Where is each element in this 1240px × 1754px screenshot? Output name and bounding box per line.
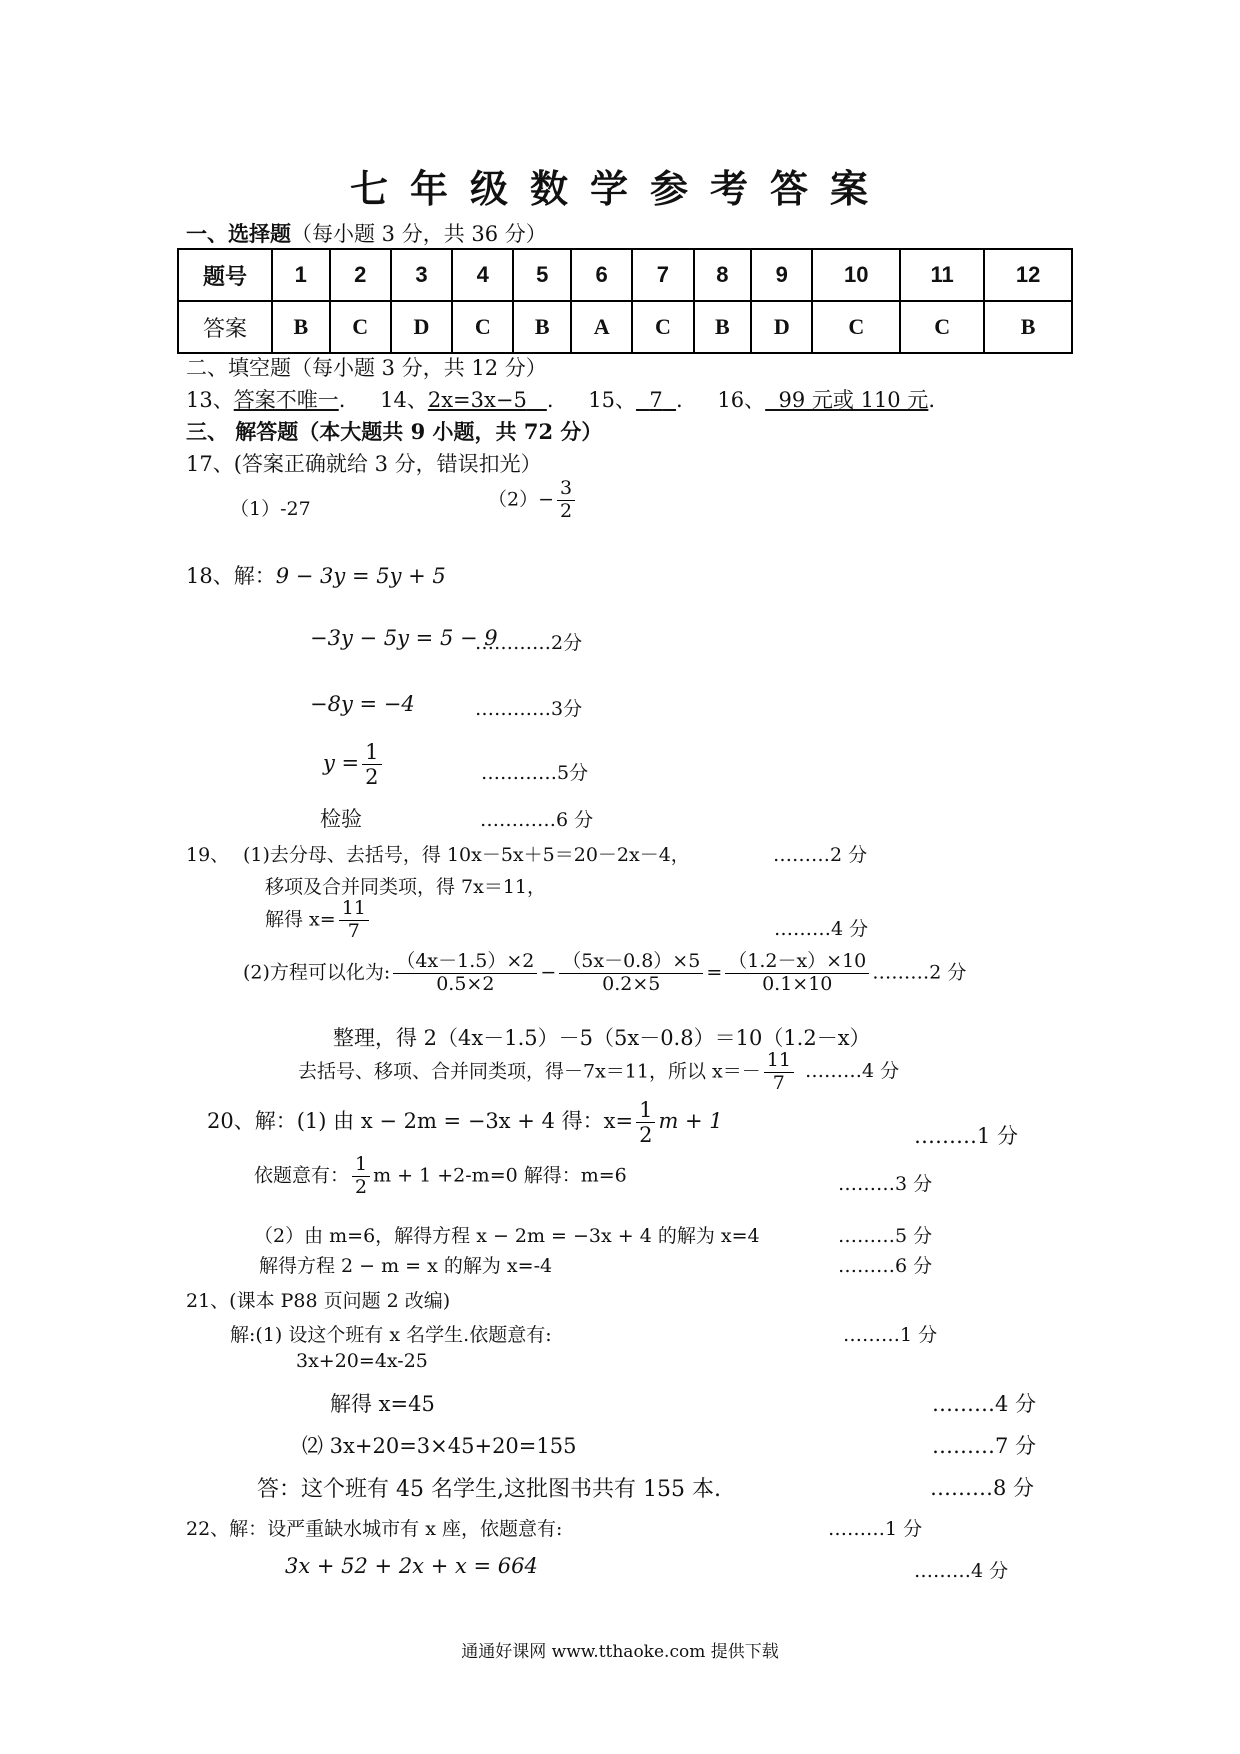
q17-part1 xyxy=(230,494,311,521)
answer-cell: A xyxy=(571,301,632,353)
answer-cell: D xyxy=(391,301,452,353)
q22-points-2: ………4 分 xyxy=(914,1560,1009,1582)
fraction-numerator: 11 xyxy=(339,898,369,921)
q21-points-1: ………1 分 xyxy=(843,1324,938,1346)
q18-equation-3: y = xyxy=(323,751,360,776)
q21-points-3: ………4 分 xyxy=(932,1392,1037,1416)
section-1-heading: 一、选择题 xyxy=(186,221,291,246)
q20-line-1-text: 20、解：(1) 由 x − 2m = −3x + 4 得：x= xyxy=(207,1109,634,1134)
q19-line-3 xyxy=(265,898,372,943)
q20-line-2 xyxy=(254,1154,627,1199)
q15-number: 15、 xyxy=(588,388,636,412)
q22-line-1: 22、解：设严重缺水城市有 x 座，依题意有: xyxy=(186,1518,563,1540)
fraction-numerator: （4x－1.5）×2 xyxy=(393,951,537,974)
q14-number: 14、 xyxy=(380,388,428,412)
answer-table xyxy=(177,248,1073,354)
q19-operator-minus: − xyxy=(540,961,557,984)
q-number: 3 xyxy=(391,249,452,301)
answer-cell: C xyxy=(632,301,693,353)
q13-answer: 答案不唯一 xyxy=(233,388,339,412)
q19-fraction-3 xyxy=(725,951,869,996)
q21-line-3: 解得 x=45 xyxy=(330,1392,435,1416)
q20-points-4: ………6 分 xyxy=(838,1255,933,1277)
q20-line-1 xyxy=(207,1098,723,1147)
q20-fraction-1 xyxy=(636,1098,655,1147)
q19-points-4: ………4 分 xyxy=(804,1060,900,1083)
q20-points-1: ………1 分 xyxy=(914,1124,1019,1148)
q16-answer: 99 元或 110 元 xyxy=(778,388,929,412)
q20-line-4: 解得方程 2 − m = x 的解为 x=-4 xyxy=(259,1255,553,1277)
q-number: 10 xyxy=(812,249,900,301)
q17-part2-sign: − xyxy=(538,488,555,511)
q20-points-3: ………5 分 xyxy=(838,1225,933,1247)
answer-cell: B xyxy=(513,301,571,353)
q18-points-3: …………5分 xyxy=(481,762,589,784)
q16-number: 16、 xyxy=(717,388,766,412)
q-number: 9 xyxy=(751,249,812,301)
answer-cell: C xyxy=(330,301,391,353)
q18-equation-0: 9 − 3y = 5y + 5 xyxy=(275,564,446,588)
q19-line-5: 整理，得 2（4x－1.5）－5（5x－0.8）＝10（1.2－x） xyxy=(333,1026,871,1050)
q20-line-2-label: 依题意有： xyxy=(254,1164,350,1187)
q21-heading: 21、(课本 P88 页问题 2 改编) xyxy=(186,1290,451,1312)
q19-solve-label: 解得 x= xyxy=(265,908,336,931)
q-number: 2 xyxy=(330,249,391,301)
fraction-denominator: 2 xyxy=(560,499,573,522)
q17-heading: 17、(答案正确就给 3 分，错误扣光） xyxy=(186,452,542,476)
q19-fraction-1 xyxy=(393,951,537,996)
q-number: 11 xyxy=(900,249,984,301)
fraction-numerator: 1 xyxy=(352,1154,370,1177)
answer-cell: B xyxy=(984,301,1072,353)
section-1-heading-row xyxy=(186,218,547,248)
q-number: 1 xyxy=(272,249,330,301)
fraction-denominator: 2 xyxy=(639,1123,653,1148)
q19-points-3: ………2 分 xyxy=(872,961,967,984)
fraction-denominator: 7 xyxy=(347,919,360,942)
row-label-number: 题号 xyxy=(178,249,272,301)
q18-points-2: …………3分 xyxy=(475,698,583,720)
q21-points-5: ………8 分 xyxy=(930,1476,1035,1500)
fill-in-answers xyxy=(186,384,935,414)
q18-equation-1: −3y − 5y = 5 − 9 xyxy=(310,626,498,650)
fraction-denominator: 7 xyxy=(772,1071,785,1094)
q13-end: . xyxy=(338,388,346,412)
q20-fraction-2 xyxy=(352,1154,370,1199)
q20-points-2: ………3 分 xyxy=(838,1173,933,1195)
q-number: 12 xyxy=(984,249,1072,301)
q21-conclusion: 答：这个班有 45 名学生,这批图书共有 155 本. xyxy=(257,1477,721,1502)
answer-cell: B xyxy=(272,301,330,353)
q18-fraction xyxy=(362,740,381,789)
q19-fraction xyxy=(339,898,369,943)
row-label-answer: 答案 xyxy=(178,301,272,353)
q18-check: 检验 xyxy=(320,807,362,831)
fraction-numerator: 1 xyxy=(636,1098,655,1123)
q22-equation: 3x + 52 + 2x + x = 664 xyxy=(285,1554,538,1578)
fraction-numerator: 1 xyxy=(362,740,381,765)
q13-number: 13、 xyxy=(186,388,234,412)
q17-part2 xyxy=(488,478,578,523)
q19-points-1: ………2 分 xyxy=(773,844,868,866)
q21-points-4: ………7 分 xyxy=(932,1434,1037,1458)
fraction-numerator: （1.2－x）×10 xyxy=(725,951,869,974)
fraction-denominator: 2 xyxy=(365,765,379,790)
q19-result: 去括号、移项、合并同类项，得－7x＝11，所以 x＝－ xyxy=(298,1060,761,1083)
q-number: 7 xyxy=(632,249,693,301)
section-2-heading: 二、填空题（每小题 3 分，共 12 分） xyxy=(186,356,547,380)
q20-line-3: （2）由 m=6，解得方程 x − 2m = −3x + 4 的解为 x=4 xyxy=(254,1225,760,1247)
q22-points-1: ………1 分 xyxy=(828,1518,923,1540)
fraction-numerator: （5x－0.8）×5 xyxy=(559,951,703,974)
answer-cell: B xyxy=(694,301,752,353)
fraction-numerator: 11 xyxy=(764,1050,794,1073)
q21-line-2: 3x+20=4x-25 xyxy=(296,1350,428,1372)
q17-part1-answer: -27 xyxy=(280,498,311,520)
q-number: 4 xyxy=(452,249,513,301)
fraction-denominator: 0.2×5 xyxy=(602,972,661,995)
q14-end: . xyxy=(546,388,554,412)
q18-points-4: …………6 分 xyxy=(480,809,594,831)
section-3-heading: 三、 解答题（本大题共 9 小题，共 72 分） xyxy=(186,419,603,444)
answer-table-number-row xyxy=(178,249,1072,301)
q18-points-1: …………2分 xyxy=(475,632,583,654)
q21-line-4: ⑵ 3x+20=3×45+20=155 xyxy=(302,1434,577,1458)
q18-line-0 xyxy=(186,560,446,590)
q18-heading: 18、解： xyxy=(186,564,276,588)
fraction-denominator: 0.1×10 xyxy=(762,972,833,995)
q19-line-1: (1)去分母、去括号，得 10x－5x＋5＝20－2x－4， xyxy=(243,844,690,866)
q-number: 5 xyxy=(513,249,571,301)
q14-answer: 2x=3x−5 xyxy=(427,388,527,412)
q19-number: 19、 xyxy=(186,844,230,866)
answer-cell: D xyxy=(751,301,812,353)
fraction-denominator: 0.5×2 xyxy=(436,972,495,995)
q19-line-2: 移项及合并同类项，得 7x＝11， xyxy=(265,876,547,898)
q16-end: . xyxy=(928,388,936,412)
q17-part2-fraction xyxy=(557,478,575,523)
q18-equation-2: −8y = −4 xyxy=(310,692,415,716)
q19-line-4 xyxy=(243,951,966,996)
section-1-note: （每小题 3 分，共 36 分） xyxy=(291,222,547,246)
fraction-denominator: 2 xyxy=(355,1175,368,1198)
q17-part2-label: （2） xyxy=(488,488,539,511)
q19-part2-label: (2)方程可以化为: xyxy=(243,961,391,984)
answer-cell: C xyxy=(812,301,900,353)
q20-line-2-tail: m + 1 +2-m=0 解得：m=6 xyxy=(373,1164,627,1187)
q18-line-3 xyxy=(323,740,385,789)
answer-cell: C xyxy=(900,301,984,353)
q19-fraction-4 xyxy=(764,1050,794,1095)
q19-fraction-2 xyxy=(559,951,703,996)
q19-line-6 xyxy=(298,1050,899,1095)
q-number: 8 xyxy=(694,249,752,301)
page-title: 七年级数学参考答案 xyxy=(349,167,890,211)
q-number: 6 xyxy=(571,249,632,301)
answer-cell: C xyxy=(452,301,513,353)
footer-credit: 通通好课网 www.tthaoke.com 提供下载 xyxy=(461,1642,779,1662)
q15-end: . xyxy=(676,388,683,412)
fraction-numerator: 3 xyxy=(557,478,575,501)
q20-line-1-tail: m + 1 xyxy=(658,1109,723,1134)
q17-part1-label: （1） xyxy=(230,498,281,520)
q21-line-1: 解:(1) 设这个班有 x 名学生.依题意有: xyxy=(230,1324,552,1346)
q19-points-2: ………4 分 xyxy=(774,918,869,940)
q19-operator-equals: = xyxy=(706,961,723,984)
answer-table-answer-row xyxy=(178,301,1072,353)
q15-answer: 7 xyxy=(649,388,663,412)
